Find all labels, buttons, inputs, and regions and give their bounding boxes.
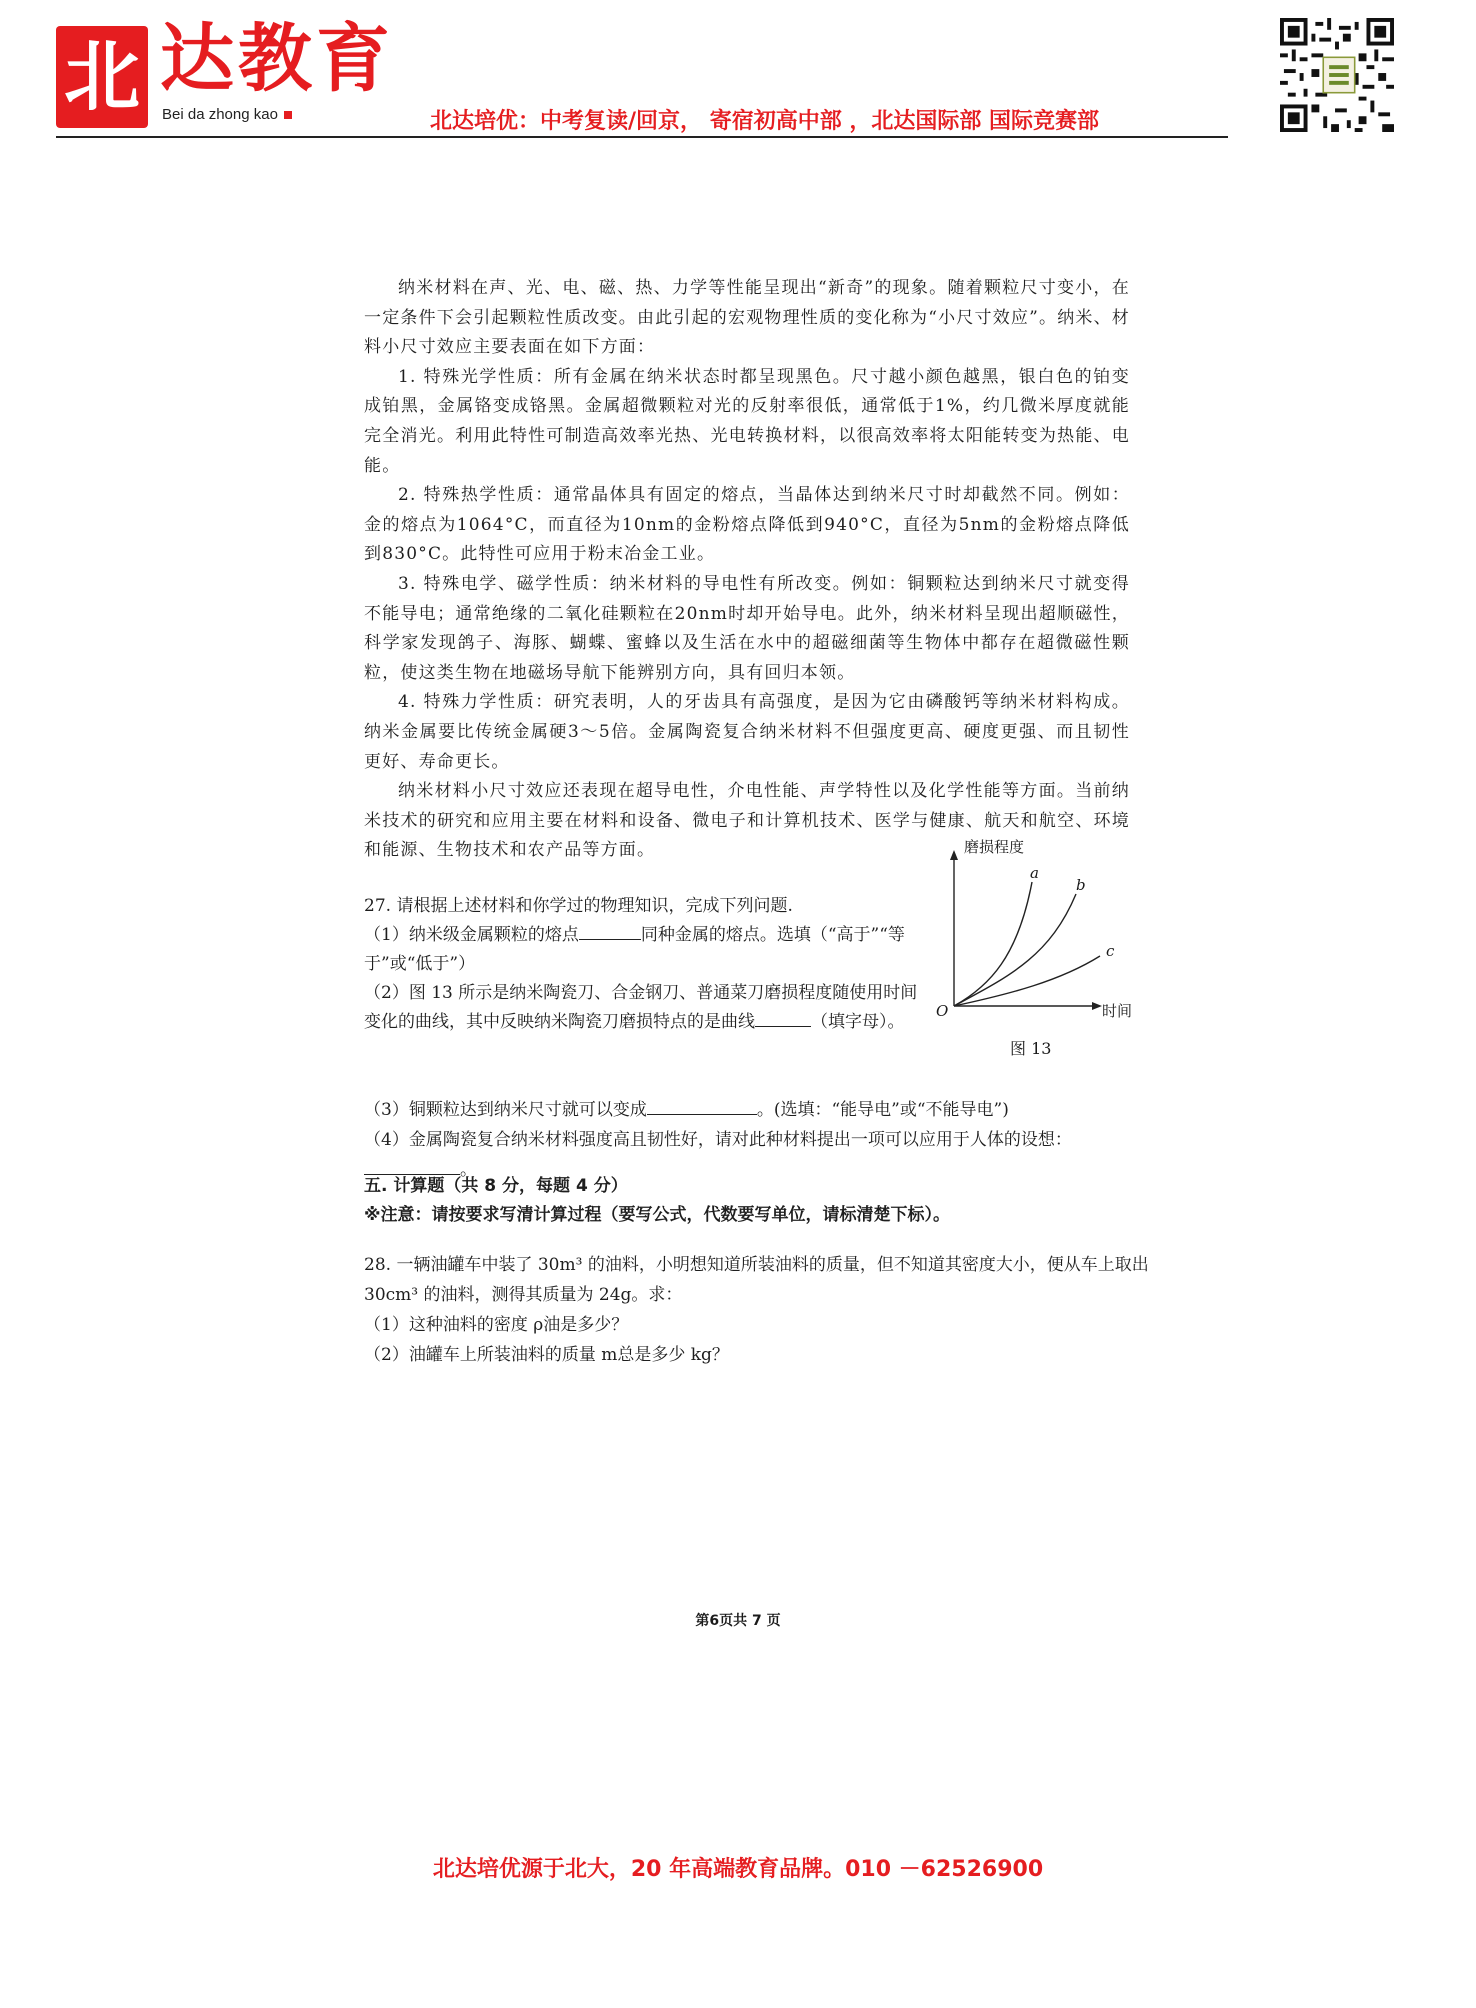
logo-text: 达教育 xyxy=(160,16,394,102)
logo-badge xyxy=(56,26,148,128)
q27-part-3-text: （3）铜颗粒达到纳米尺寸就可以变成 xyxy=(364,1100,647,1120)
y-axis-label: 磨损程度 xyxy=(964,838,1025,856)
q27-part-2 xyxy=(364,979,924,1037)
article-paragraph: 3. 特殊电学、磁学性质：纳米材料的导电性有所改变。例如：铜颗粒达到纳米尺寸就变得不能导电；通常绝缘的二氧化硅颗粒在20nm时却开始导电。此外，纳米材料呈现出超顺磁性，科学家发现鸽子、海豚、蝴蝶、蜜蜂以及生活在水中的超磁细菌等生物体中都存在超微磁性颗粒，使这类生物在地磁场导航下能辨别方向，具有回归本领。 xyxy=(364,573,1130,683)
y-axis-arrow-icon xyxy=(950,850,958,860)
logo-square-icon xyxy=(284,111,292,119)
article-paragraph: 1. 特殊光学性质：所有金属在纳米状态时都呈现黑色。尺寸越小颜色越黑，银白色的铂变成铂黑，金属铬变成铬黑。金属超微颗粒对光的反射率很低，通常低于1%，约几微米厚度就能完全消光。利用此特性可制造高效率光热、光电转换材料，以很高效率将太阳能转变为热能、电能。 xyxy=(364,366,1130,476)
section-5 xyxy=(364,1172,1154,1230)
q27-part-2-text: （2）图 13 所示是纳米陶瓷刀、合金钢刀、普通菜刀磨损程度随使用时间变化的曲线，其中反映纳米陶瓷刀磨损特点的是曲线 xyxy=(364,983,918,1032)
question-28 xyxy=(364,1250,1154,1370)
curve-b xyxy=(954,894,1076,1006)
q27-part-3 xyxy=(364,1095,1144,1125)
article-paragraph: 4. 特殊力学性质：研究表明，人的牙齿具有高强度，是因为它由磷酸钙等纳米材料构成。纳米金属要比传统金属硬3～5倍。金属陶瓷复合纳米材料不但强度更高、硬度更强、而且韧性更好、寿命更长。 xyxy=(364,692,1130,772)
article-paragraph: 2. 特殊热学性质：通常晶体具有固定的熔点，当晶体达到纳米尺寸时却截然不同。例如：金的熔点为1064°C，而直径为10nm的金粉熔点降低到940°C，直径为5nm的金粉熔点降低到830°C。此特性可应用于粉末冶金工业。 xyxy=(364,485,1130,565)
section-5-title: 五. 计算题（共 8 分，每题 4 分） xyxy=(364,1176,628,1196)
q28-stem: 28. 一辆油罐车中装了 30m³ 的油料，小明想知道所装油料的质量，但不知道其密度大小，便从车上取出 30cm³ 的油料，测得其质量为 24g。求： xyxy=(364,1255,1149,1305)
q27-stem: 27. 请根据上述材料和你学过的物理知识，完成下列问题. xyxy=(364,896,793,916)
q28-part-2: （2）油罐车上所装油料的质量 m总是多少 kg？ xyxy=(364,1345,729,1365)
question-27 xyxy=(364,892,924,1037)
figure-caption: 图 13 xyxy=(1010,1039,1052,1058)
figure-13 xyxy=(930,838,1140,1056)
footer-slogan: 北达培优源于北大，20 年高端教育品牌。010 －62526900 xyxy=(432,1857,1044,1882)
article-paragraph: 纳米材料在声、光、电、磁、热、力学等性能呈现出“新奇”的现象。随着颗粒尺寸变小，在一定条件下会引起颗粒性质改变。由此引起的宏观物理性质的变化称为“小尺寸效应”。纳米、材料小尺寸效应主要表面在如下方面： xyxy=(364,278,1130,358)
curve-a-label: a xyxy=(1030,864,1039,882)
q27-part-4-text: （4）金属陶瓷复合纳米材料强度高且韧性好，请对此种材料提出一项可以应用于人体的设想： xyxy=(364,1130,1072,1150)
logo-char: 北 xyxy=(64,32,140,121)
section-5-note: ※注意：请按要求写清计算过程（要写公式，代数要写单位，请标清楚下标）。 xyxy=(364,1205,951,1225)
article-body xyxy=(364,274,1130,866)
q27-part-1-text: （1）纳米级金属颗粒的熔点 xyxy=(364,925,579,945)
header-slogan: 北达培优：中考复读/回京， 寄宿初高中部 ，北达国际部 国际竞赛部 xyxy=(430,109,1100,134)
q27-part-1 xyxy=(364,921,924,979)
q27-blank-1[interactable] xyxy=(579,921,641,940)
page-number: 第6页共 7 页 xyxy=(695,1613,781,1629)
header-divider xyxy=(56,136,1228,138)
q27-part-2-note: （填字母）。 xyxy=(811,1012,905,1032)
q27-blank-2[interactable] xyxy=(755,1008,811,1027)
q27-blank-3[interactable] xyxy=(647,1096,757,1115)
curve-a xyxy=(954,882,1032,1006)
x-axis-label: 时间 xyxy=(1102,1002,1133,1020)
curve-b-label: b xyxy=(1076,876,1086,894)
q28-part-1: （1）这种油料的密度 ρ油是多少？ xyxy=(364,1315,629,1335)
logo-subtitle-text: Bei da zhong kao xyxy=(162,106,278,123)
q27-part-4-end: 。 xyxy=(460,1160,477,1180)
q27-part-3-options: 。(选填：“能导电”或“不能导电”) xyxy=(756,1100,1009,1120)
article-paragraph: 纳米材料小尺寸效应还表现在超导电性，介电性能、声学特性以及化学性能等方面。当前纳米技术的研究和应用主要在材料和设备、微电子和计算机技术、医学与健康、航天和航空、环境和能源、生物技术和农产品等方面。 xyxy=(364,781,1130,861)
logo-subtitle xyxy=(162,106,292,123)
qr-code-icon xyxy=(1280,18,1394,132)
curve-c-label: c xyxy=(1106,942,1115,960)
q27-part-1-options: 同种金属的熔点。选填（“高于”“等于”或“低于”） xyxy=(364,925,905,974)
curve-c xyxy=(954,956,1100,1006)
x-axis-arrow-icon xyxy=(1092,1002,1102,1010)
origin-label: O xyxy=(936,1002,949,1020)
